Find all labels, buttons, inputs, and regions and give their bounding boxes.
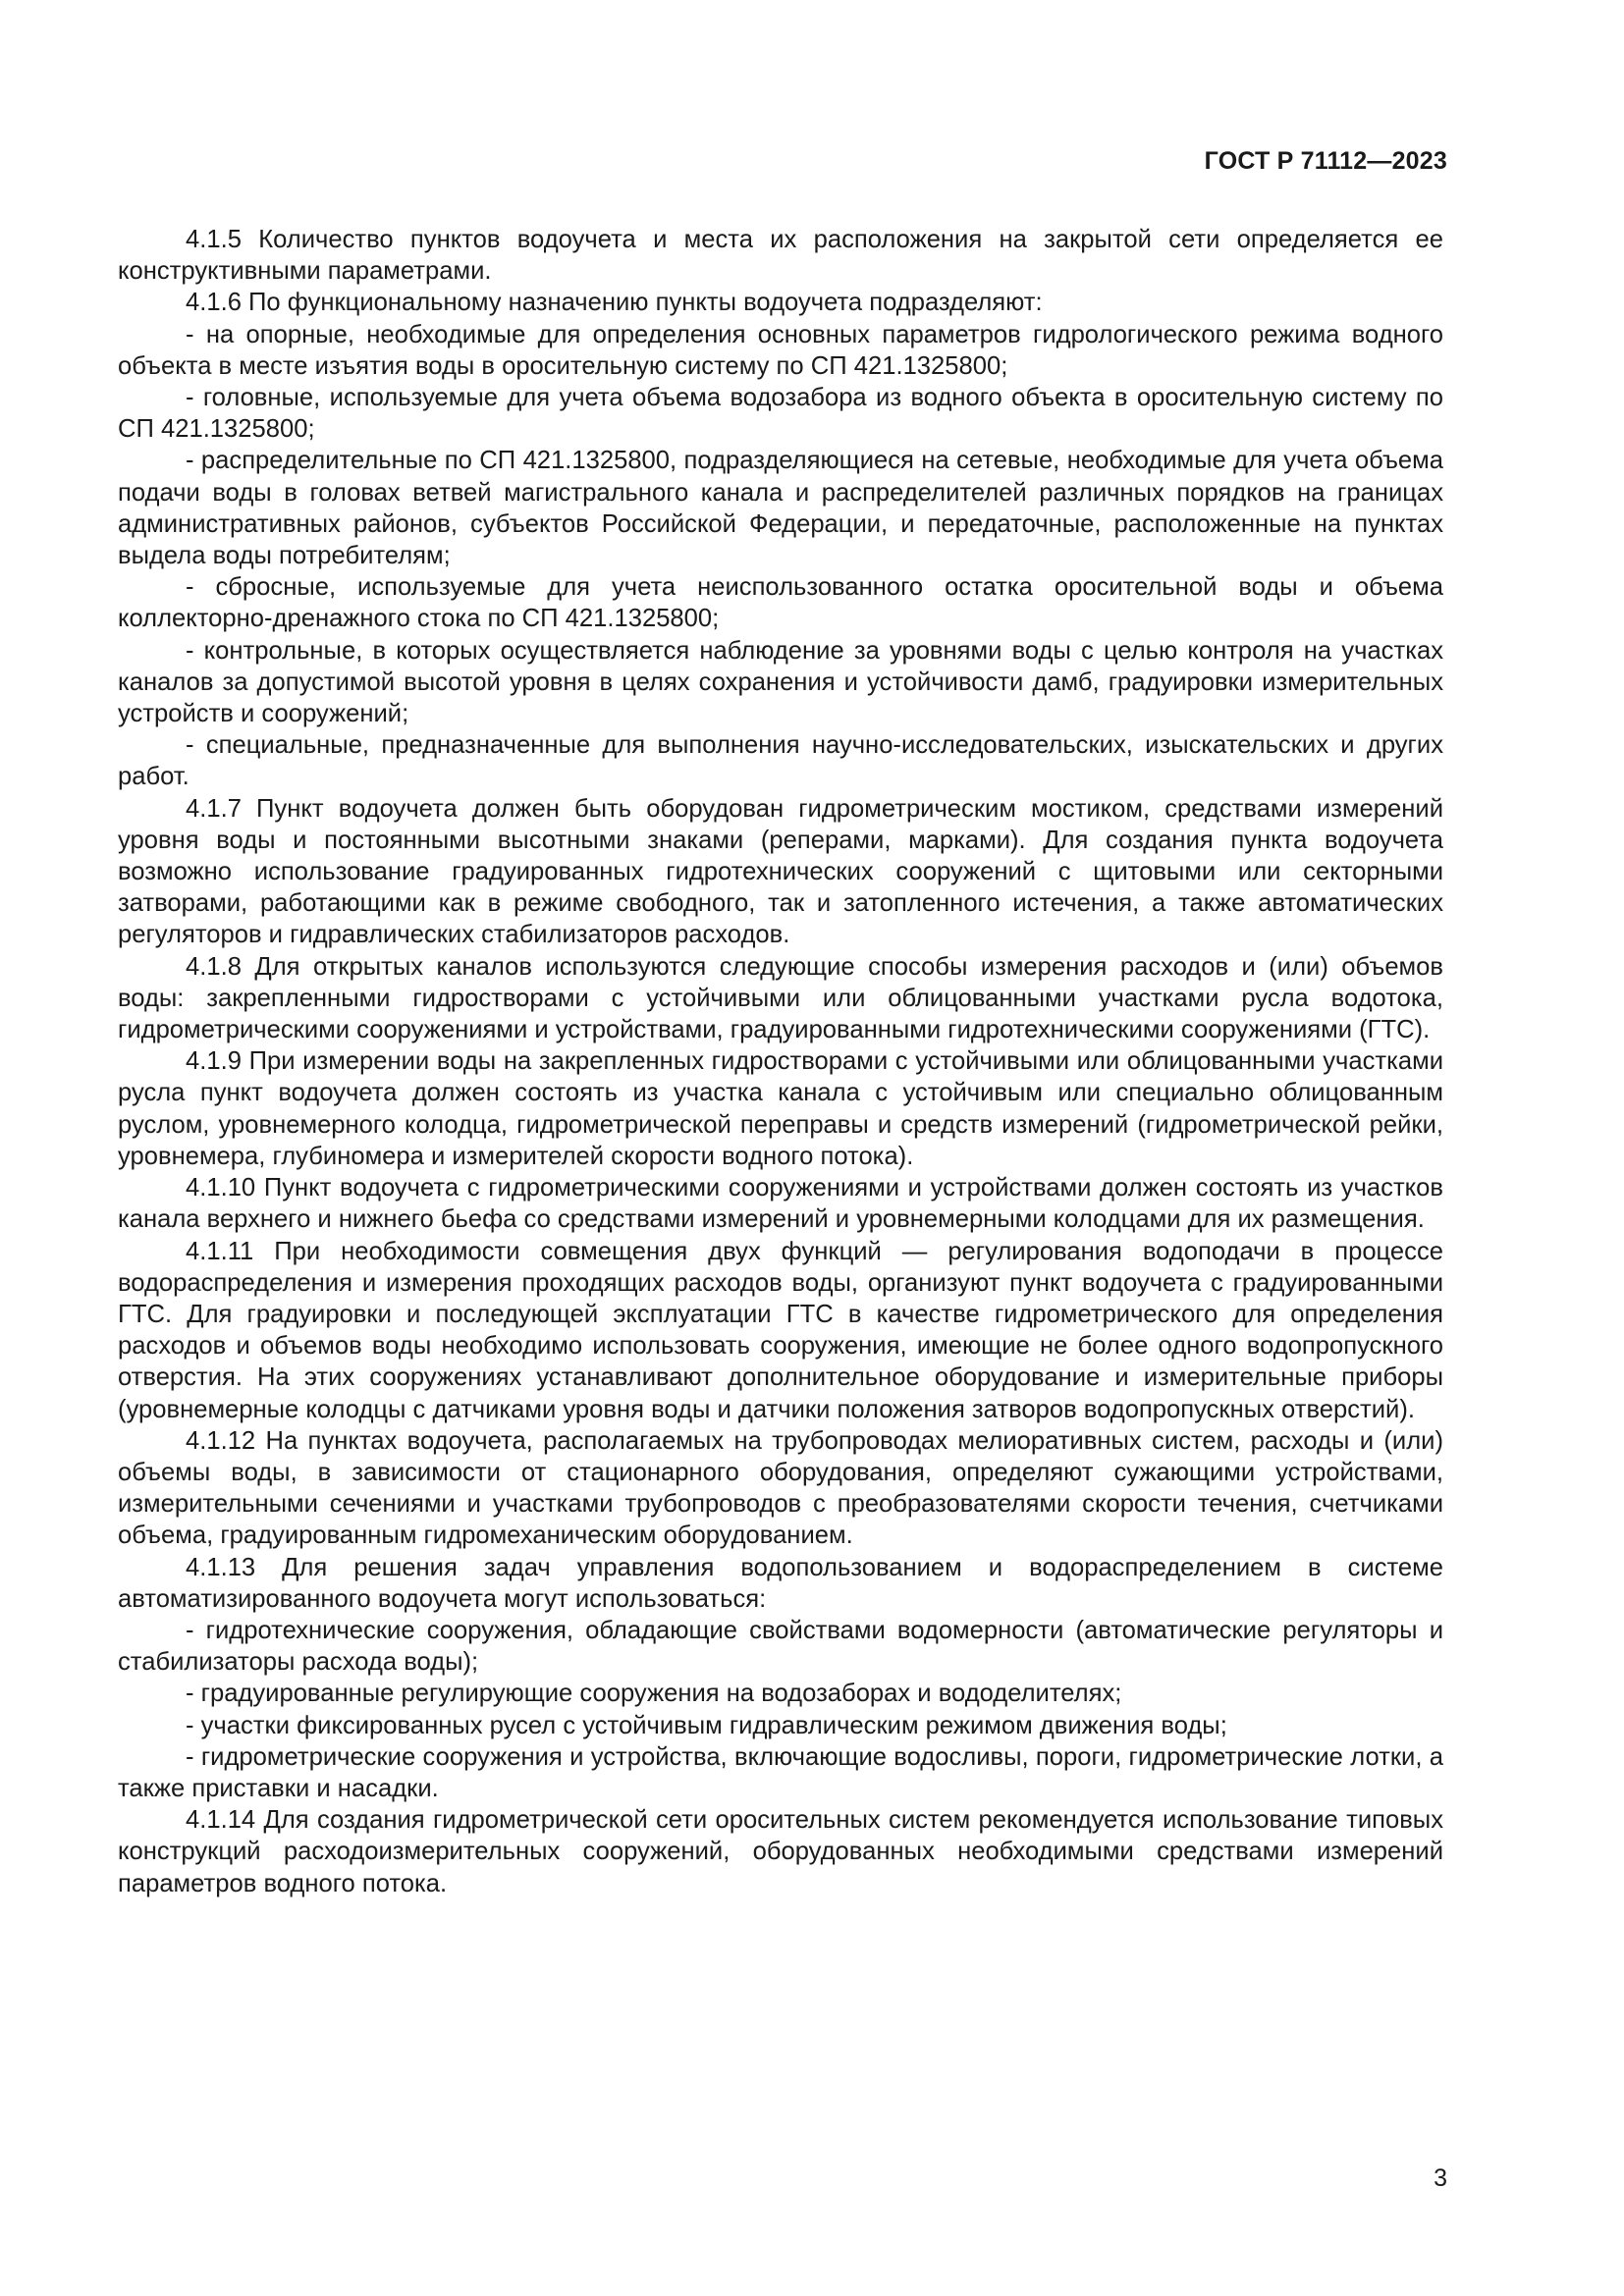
paragraph-4-1-7: 4.1.7 Пункт водоучета должен быть оборудован гидрометрическим мостиком, средствами измерений уровня воды и постоянными высотными знаками (реперами, марками). Для создания пункта водоучета возможно использование градуированных гидротехнических сооружений с щитовыми или секторными затворами, работающими как в режиме свободного, так и затопленного истечения, а также автоматических регуляторов и гидравлических стабилизаторов расходов. bbox=[118, 794, 1443, 949]
paragraph-4-1-12: 4.1.12 На пунктах водоучета, располагаемых на трубопроводах мелиоративных систем, расходы и (или) объемы воды, в зависимости от стационарного оборудования, определяют сужающими устройствами, измерительными сечениями и участками трубопроводов с преобразователями скорости течения, счетчиками объема, градуированным гидромеханическим оборудованием. bbox=[118, 1426, 1443, 1550]
paragraph-4-1-9: 4.1.9 При измерении воды на закрепленных гидростворами с устойчивыми или облицованными участками русла пункт водоучета должен состоять из участка канала с устойчивым или специально облицованным руслом, уровнемерного колодца, гидрометрической переправы и средств измерений (гидрометрической рейки, уровнемера, глубиномера и измерителей скорости водного потока). bbox=[118, 1047, 1443, 1170]
page-number: 3 bbox=[1434, 2164, 1447, 2192]
paragraph-4-1-14: 4.1.14 Для создания гидрометрической сети оросительных систем рекомендуется использование типовых конструкций расходоизмерительных сооружений, оборудованных необходимыми средствами измерений параметров водного потока. bbox=[118, 1806, 1443, 1897]
paragraph-4-1-8: 4.1.8 Для открытых каналов используются следующие способы измерения расходов и (или) объемов воды: закрепленными гидростворами с устойчивыми или облицованными участками русла водотока, гидрометрическими сооружениями и устройствами, градуированными гидротехническими сооружениями (ГТС). bbox=[118, 952, 1443, 1044]
document-header bbox=[1205, 147, 1447, 176]
list-item: - специальные, предназначенные для выполнения научно-исследовательских, изыскательских и других работ. bbox=[118, 731, 1443, 791]
list-item: - гидрометрические сооружения и устройства, включающие водосливы, пороги, гидрометрические лотки, а также приставки и насадки. bbox=[118, 1742, 1443, 1802]
list-item: - градуированные регулирующие сооружения на водозаборах и вододелителях; bbox=[186, 1680, 1122, 1708]
paragraph-4-1-6: 4.1.6 По функциональному назначению пункты водоучета подразделяют: bbox=[186, 289, 1043, 317]
paragraph-4-1-11: 4.1.11 При необходимости совмещения двух функций — регулирования водоподачи в процессе водораспределения и измерения проходящих расходов воды, организуют пункт водоучета с градуированными ГТС. Для градуировки и последующей эксплуатации ГТС в качестве гидрометрического для определения расходов и объемов воды необходимо использовать сооружения, имеющие не более одного водопропускного отверстия. На этих сооружениях устанавливают дополнительное оборудование и измерительные приборы (уровнемерные колодцы с датчиками уровня воды и датчики положения затворов водопропускных отверстий). bbox=[118, 1237, 1443, 1423]
standard-code: ГОСТ Р 71112—2023 bbox=[1204, 147, 1447, 175]
list-item: - гидротехнические сооружения, обладающие свойствами водомерности (автоматические регуляторы и стабилизаторы расхода воды); bbox=[118, 1616, 1443, 1677]
paragraph-4-1-13: 4.1.13 Для решения задач управления водопользованием и водораспределением в системе автоматизированного водоучета могут использоваться: bbox=[118, 1553, 1443, 1613]
list-item: - участки фиксированных русел с устойчивым гидравлическим режимом движения воды; bbox=[186, 1711, 1227, 1739]
paragraph-4-1-10: 4.1.10 Пункт водоучета с гидрометрическими сооружениями и устройствами должен состоять из участков канала верхнего и нижнего бьефа со средствами измерений и уровнемерными колодцами для их размещения. bbox=[118, 1174, 1443, 1234]
document-body bbox=[118, 224, 1443, 1899]
list-item: - распределительные по СП 421.1325800, подразделяющиеся на сетевые, необходимые для учета объема подачи воды в головах ветвей магистрального канала и распределителей различных порядков на границах административных районов, субъектов Российской Федерации, и передаточные, расположенные на пунктах выдела воды потребителям; bbox=[118, 447, 1443, 570]
list-item: - контрольные, в которых осуществляется наблюдение за уровнями воды с целью контроля на участках каналов за допустимой высотой уровня в целях сохранения и устойчивости дамб, градуировки измерительных устройств и сооружений; bbox=[118, 636, 1443, 728]
paragraph-4-1-5: 4.1.5 Количество пунктов водоучета и места их расположения на закрытой сети определяется ее конструктивными параметрами. bbox=[118, 226, 1443, 286]
list-item: - головные, используемые для учета объема водозабора из водного объекта в оросительную систему по СП 421.1325800; bbox=[118, 384, 1443, 444]
list-item: - сбросные, используемые для учета неиспользованного остатка оросительной воды и объема коллекторно-дренажного стока по СП 421.1325800; bbox=[118, 573, 1443, 633]
list-item: - на опорные, необходимые для определения основных параметров гидрологического режима водного объекта в месте изъятия воды в оросительную систему по СП 421.1325800; bbox=[118, 320, 1443, 380]
